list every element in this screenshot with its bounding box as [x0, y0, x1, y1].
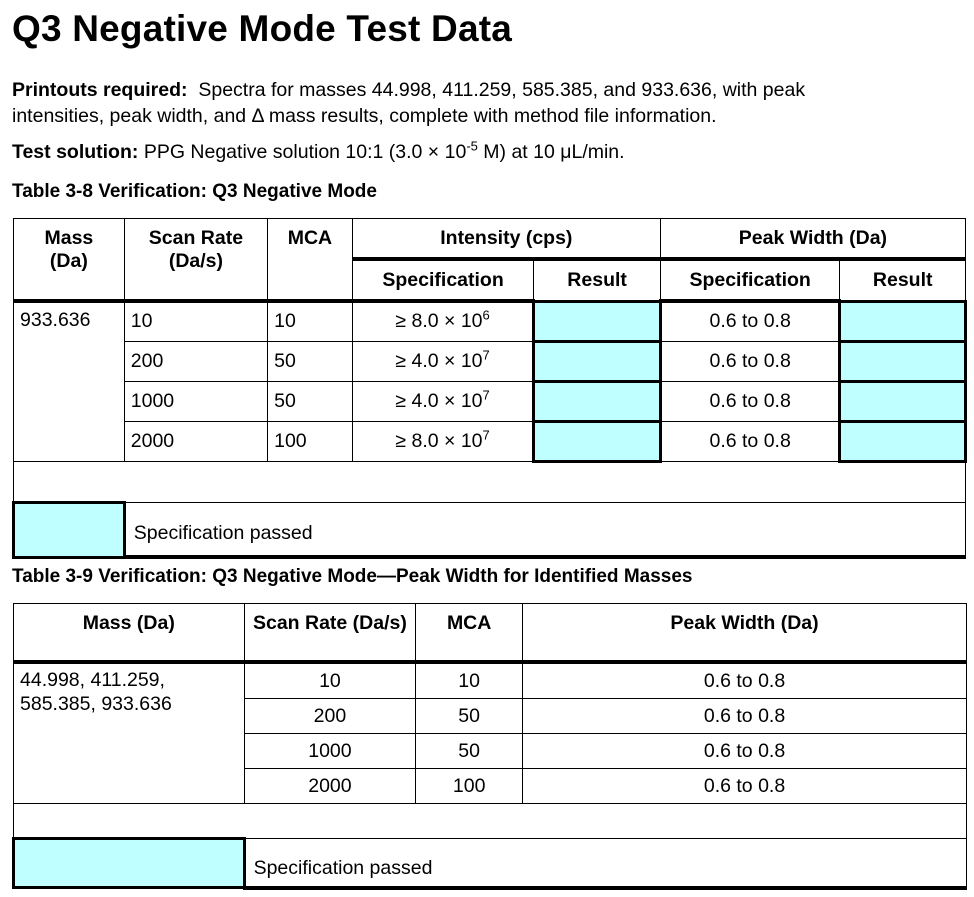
table2-caption: Table 3-9 Verification: Q3 Negative Mode—Peak Width for Identified Masses: [12, 566, 693, 587]
intensity-result-input[interactable]: [534, 301, 661, 341]
table-row: [14, 381, 966, 421]
t2-header-peak-width: Peak Width (Da): [523, 604, 967, 663]
test-solution-text-b: M) at 10 μL/min.: [477, 141, 625, 163]
t2-header-mass: Mass (Da): [14, 604, 245, 663]
pw-spec-cell: 0.6 to 0.8: [660, 421, 840, 461]
pw-result-input[interactable]: [840, 301, 966, 341]
t2-pass-label: Specification passed: [244, 839, 966, 888]
header-intensity: Intensity (cps): [352, 219, 660, 260]
t2-pw-cell: 0.6 to 0.8: [523, 769, 967, 804]
printouts-line1: Spectra for masses 44.998, 411.259, 585.385, and 933.636, with peak: [198, 79, 806, 101]
t2-header-scan-rate: Scan Rate (Da/s): [244, 604, 416, 663]
printouts-line2: intensities, peak width, and Δ mass results, complete with method file information.: [12, 105, 717, 127]
test-solution-paragraph: [12, 139, 625, 165]
t2-scan-rate-cell: 2000: [244, 769, 416, 804]
test-solution-exponent: -5: [466, 138, 478, 154]
verification-table: [12, 218, 967, 559]
intensity-result-input[interactable]: [534, 341, 661, 381]
table-row: [14, 341, 966, 381]
header-peak-width: Peak Width (Da): [660, 219, 965, 260]
t2-scan-rate-cell: 10: [244, 662, 416, 699]
blank-row: [14, 461, 966, 502]
header-mass: Mass (Da): [14, 219, 125, 302]
intensity-spec-cell: ≥ $4.0 \times 10^7$: [352, 341, 534, 381]
header-pw-spec: Specification: [660, 259, 840, 301]
peak-width-table: [12, 603, 967, 890]
table-row: [14, 662, 967, 699]
t2-pw-cell: 0.6 to 0.8: [523, 734, 967, 769]
pw-spec-cell: 0.6 to 0.8: [660, 381, 840, 421]
t2-pw-cell: 0.6 to 0.8: [523, 699, 967, 734]
intensity-spec-cell: ≥ $8.0 \times 10^7$: [352, 421, 534, 461]
t2-mca-cell: 50: [416, 734, 523, 769]
pass-swatch: [14, 502, 125, 557]
header-pw-result: Result: [840, 259, 966, 301]
t2-mca-cell: 100: [416, 769, 523, 804]
table-row: [14, 421, 966, 461]
header-scan-rate: Scan Rate (Da/s): [124, 219, 267, 302]
pw-result-input[interactable]: [840, 381, 966, 421]
blank-row: [14, 804, 967, 839]
t2-mass-cell: 44.998, 411.259, 585.385, 933.636: [14, 662, 245, 804]
printouts-label: Printouts required:: [12, 79, 188, 101]
scan-rate-cell: 2000: [124, 421, 267, 461]
scan-rate-cell: 1000: [124, 381, 267, 421]
intensity-result-input[interactable]: [534, 381, 661, 421]
intensity-result-input[interactable]: [534, 421, 661, 461]
legend-row: [14, 839, 967, 888]
t2-mca-cell: 10: [416, 662, 523, 699]
intensity-spec-cell: ≥ $4.0 \times 10^7$: [352, 381, 534, 421]
header-mca: MCA: [268, 219, 353, 302]
page-title: Q3 Negative Mode Test Data: [12, 8, 513, 49]
t2-mca-cell: 50: [416, 699, 523, 734]
mass-cell: 933.636: [14, 301, 125, 461]
mca-cell: 50: [268, 341, 353, 381]
legend-row: [14, 502, 966, 557]
pw-spec-cell: 0.6 to 0.8: [660, 301, 840, 341]
table-row: [14, 301, 966, 341]
t2-header-mca: MCA: [416, 604, 523, 663]
scan-rate-cell: 10: [124, 301, 267, 341]
mca-cell: 50: [268, 381, 353, 421]
t2-scan-rate-cell: 200: [244, 699, 416, 734]
pass-label: Specification passed: [124, 502, 965, 557]
scan-rate-cell: 200: [124, 341, 267, 381]
header-intensity-spec: Specification: [352, 259, 534, 301]
mca-cell: 100: [268, 421, 353, 461]
mca-cell: 10: [268, 301, 353, 341]
pw-spec-cell: 0.6 to 0.8: [660, 341, 840, 381]
test-solution-label: Test solution:: [12, 141, 139, 163]
intensity-spec-cell: ≥ $8.0 \times 10^6$: [352, 301, 534, 341]
pw-result-input[interactable]: [840, 341, 966, 381]
t2-pass-swatch: [14, 839, 245, 888]
printouts-paragraph: [12, 77, 805, 129]
t2-scan-rate-cell: 1000: [244, 734, 416, 769]
t2-pw-cell: 0.6 to 0.8: [523, 662, 967, 699]
test-solution-text-a: PPG Negative solution 10:1 (3.0 × 10: [143, 141, 467, 163]
pw-result-input[interactable]: [840, 421, 966, 461]
table1-caption: Table 3-8 Verification: Q3 Negative Mode: [12, 181, 377, 202]
header-intensity-result: Result: [534, 259, 661, 301]
